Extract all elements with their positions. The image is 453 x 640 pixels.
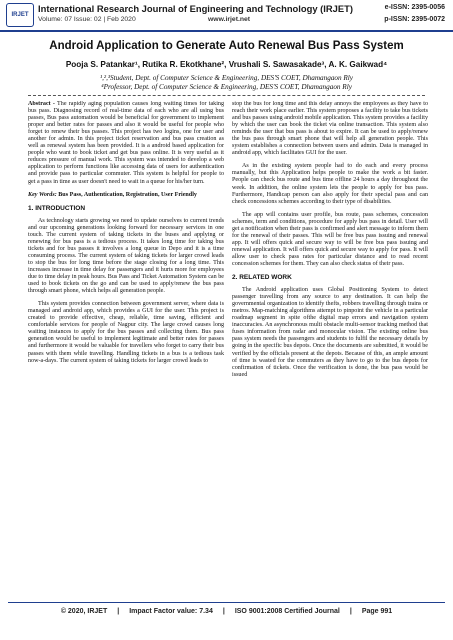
right-column [232,101,428,599]
e-issn: e-ISSN: 2395-0056 [384,4,445,11]
body-paragraph-2: As in the existing system people had to do each and every process manually, but this Application helps people to make the work a bit faster. People can check bus route and bus time offline 24 hours a day throughout the week. In addition, the online system lets the people to apply for bus pass. Furthermore, Handicap person can also apply for their special pass and can check concessions schemes according to their type of disabilities. [232,163,428,205]
section-heading-related-work: 2. RELATED WORK [232,274,292,282]
footer-separator: | [349,608,352,615]
section-divider [28,95,425,96]
abstract-text: The rapidly aging population causes long waiting times for taking bus pass. Diagnosing record of real-time data of each who are all using bus passes, Bus pass automation would be beneficial for government to implement proper and better rates for passes and also it would be useful for people who forget to renew their bus passes. This project has two logins, one for user and another for admin. In this project ticket reservation and bus pass creation as well as renewal system has been provided. It is a android based application for people who want to book ticket and get bus pass online. It is very useful as it reduces pressure of manual work. This system was intended to develop a web application to perform functions like accessing data of users for authentication and provide pass to particular commuter. This system is helpful for people to get a pass in time as user doesn't need to wait in a queue for his/her turn. [28,101,224,185]
body-paragraph-1: stop the bus for long time and this delay annoys the employees as they have to reach their work place earlier. This system proposes a facility to take bus tickets and bus passes using android mobile application. This system provides a facility by which the user can book the ticket via online transaction. This system also reminds the user that bus pass is about to expire. It can be used to apply/renew the bus pass through smart phone that will help all generation people. This system establishes a connection between users and admin. Data is managed in android app, which facilitates GUI for the user. [232,101,428,157]
body-paragraph-3: The app will contains user profile, bus route, pass schemes, concession schemes, term and conditions, procedure for apply bus pass in detail. User will get a notification when their pass is confirmed and alert message to inform them for the renewal of their passes. This will be free bus pass issuing and renewal app. It will offers quick and secure way to will be free bus pass issuing and renewal application. It will offers quick and secure way to apply for pass. It will allow user to check pass rates for particular distance and to read recent concession schemes for them. They can also check status of their pass. [232,211,428,267]
intro-paragraph-2: This system provides connection between government server, where data is managed and android app, which provides a GUI for the user. This project is created to provide effective, cheap, reliable, time saving, efficient and comfortable services for people of Nagpur city. The large crowd causes long waiting instances to apply for the bus passes and collecting them. Bus pass generation would be useful to implement legitimate and better rates for passes and furthermore it would be valuable for travellers who forget to carry their bus passes with them while travelling. Handling tickets in a bus is a tedious task now-a-days. The current system of taking tickets for larger crowd leads to [28,301,224,364]
journal-volume: Volume: 07 Issue: 02 | Feb 2020 [38,16,136,23]
journal-name: International Research Journal of Engineering and Technology (IRJET) [38,3,353,14]
keywords-text: Bus Pass, Authentication, Registration, User Friendly [56,191,197,198]
footer-impact-factor: Impact Factor value: 7.34 [129,608,213,615]
section-heading-introduction: 1. INTRODUCTION [28,204,86,212]
footer-page-number: Page 991 [361,608,393,615]
footer-copyright: © 2020, IRJET [60,608,108,615]
keywords-label: Key Words: [28,191,57,198]
keywords [28,192,224,199]
abstract [28,101,224,186]
footer-separator: | [117,608,120,615]
paper-title: Android Application to Generate Auto Renewal Bus Pass System [49,40,404,52]
footer-separator: | [222,608,225,615]
paper-authors: Pooja S. Patankar¹, Rutika R. Ekotkhane², Vrushali S. Sawasakade³, A. K. Gaikwad⁴ [65,60,388,69]
related-paragraph-1: The Android application uses Global Positioning System to detect passenger travelling from any source to any destination. It can help the governmental organization to identify thefts, robbers travelling through trains or metros. Map-matching algorithms attempt to pinpoint the vehicle in a particular roadmap segment in spite ofthe digital map errors and navigation system inaccuracies. An asynchronous multi obstacle multi-sensor tracking method that fuses information from radar and monocular vision. The existing online bus pass system needs the passengers and students to fulfil the necessary details by going in the specific bus depots. Once the documents are submitted, it would be verified by the officials present at the depots. Because of this, an ample amount of time is wasted for the commuters as they have to go to the bus depots for confirmation of tickets. Once the verification is done, the bus pass would be issued [232,287,428,378]
abstract-label: Abstract - [28,101,55,107]
footer-text [0,608,453,615]
intro-paragraph-1: As technology starts growing we need to update ourselves to current trends and our upcoming generations looking forward for necessary services in one touch. The current system of taking tickets in the buses and applying or renewing for bus pass is a tedious process. It takes long time for taking bus tickets and for bus passes it involves a long queue in Depo and it is a time consuming process. The current system of taking tickets for larger crowd leads to stop the bus for long time before the stage closing for a long time. This increases increase in time delay for passengers and it hurts more for employees due to time delay in peak hours. Bus Pass and Ticket Automation System can be used to book tickets on the go and can be used to apply/renew the bus pass through smart phone, which helps all generation people. [28,217,224,295]
page-footer [0,600,453,640]
affiliation-professor: ⁴Professor, Dept. of Computer Science & Engineering, DES'S COET, Dhamangaon Rly [101,83,352,91]
journal-website[interactable]: www.irjet.net [208,16,251,23]
affiliation-students: ¹,²,³Student, Dept. of Computer Science & Engineering, DES'S COET, Dhamangaon Rly [99,74,353,82]
journal-header [0,0,453,32]
journal-logo: IRJET [6,3,34,27]
footer-iso: ISO 9001:2008 Certified Journal [234,608,340,615]
p-issn: p-ISSN: 2395-0072 [384,16,445,23]
left-column [28,101,224,599]
footer-rule [8,602,445,603]
